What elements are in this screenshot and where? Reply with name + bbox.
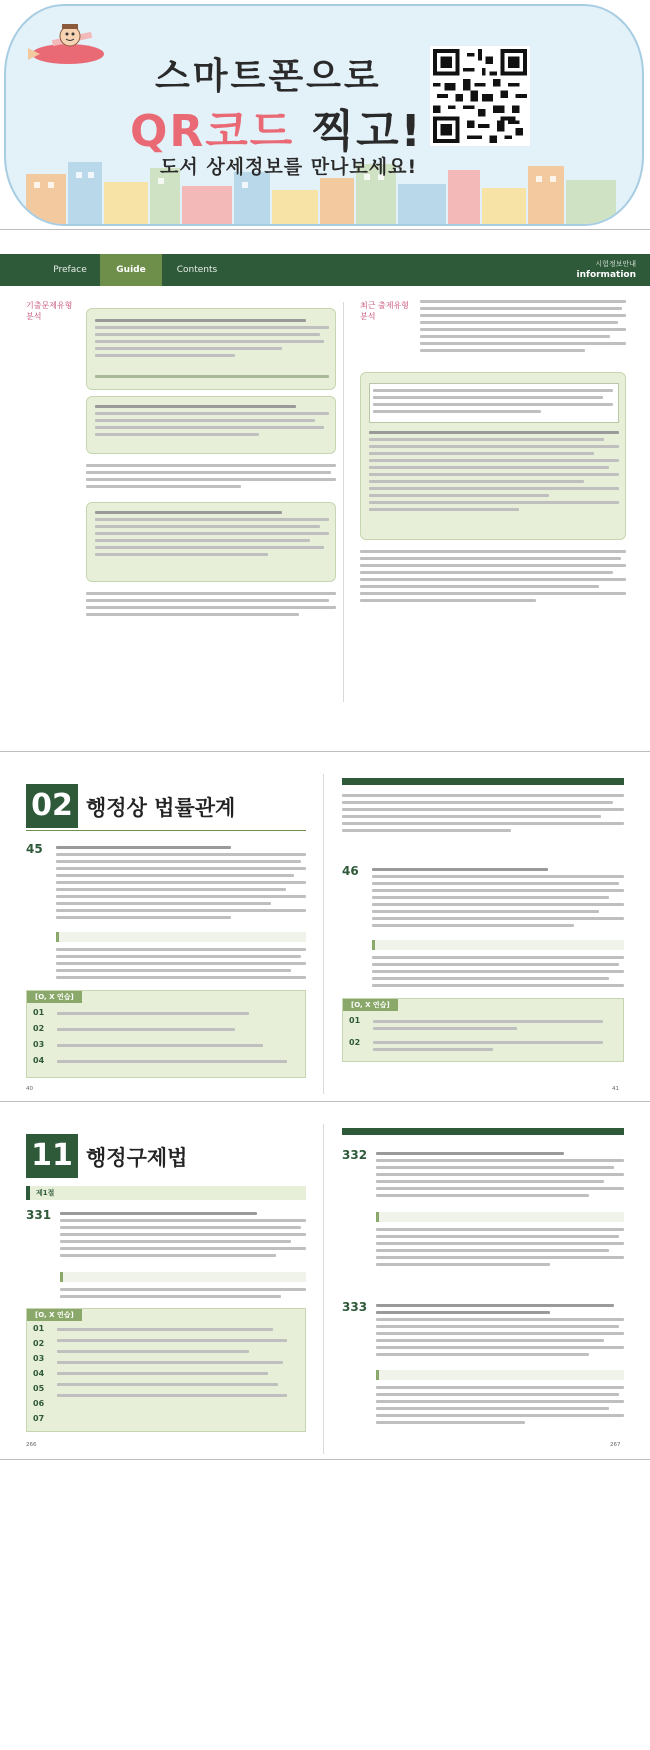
guide-right-paragraph-2 <box>360 550 626 606</box>
book-spread-chapter-02 <box>0 754 650 1102</box>
header-green-bar <box>342 1128 624 1135</box>
answer-hint-bar <box>372 940 624 950</box>
ox-row: 05 <box>33 1384 45 1393</box>
guide-body-paragraph-1 <box>86 464 336 492</box>
question-text-lines <box>95 511 329 560</box>
ox-row-lines <box>373 1020 613 1055</box>
ox-practice-title: [O, X 연습] <box>343 999 398 1011</box>
ox-row: 03 <box>33 1040 45 1049</box>
tab-preface[interactable]: Preface <box>53 265 87 275</box>
column-divider <box>343 302 344 702</box>
ox-practice-box <box>26 1308 306 1432</box>
ox-row: 06 <box>33 1399 45 1408</box>
guide-top-navigation <box>0 254 650 286</box>
question-331-lines <box>60 1212 306 1261</box>
ox-row: 01 <box>33 1324 45 1333</box>
question-46-lines <box>372 868 624 931</box>
page-number-left: 266 <box>26 1442 37 1448</box>
guide-body-paragraph-2 <box>86 592 336 620</box>
choice-lines <box>95 375 329 382</box>
guide-question-box-1 <box>86 308 336 390</box>
ox-row: 02 <box>33 1024 45 1033</box>
explanation-lines <box>56 948 306 983</box>
ox-row: 04 <box>33 1056 45 1065</box>
question-text-lines <box>95 319 329 361</box>
ox-row: 02 <box>33 1339 45 1348</box>
explanation-lines <box>376 1228 624 1270</box>
chapter-number: 11 <box>26 1134 78 1178</box>
section-heading: 제1절 <box>26 1186 306 1200</box>
question-number: 333 <box>342 1300 368 1314</box>
banner-title-line2 <box>130 95 423 159</box>
chapter-underline <box>26 830 306 831</box>
ox-practice-box <box>342 998 624 1062</box>
explanation-lines <box>372 956 624 991</box>
page-number-right: 267 <box>610 1442 621 1448</box>
answer-hint-bar <box>376 1370 624 1380</box>
answer-hint-bar <box>56 932 306 942</box>
ox-practice-title: [O, X 연습] <box>27 991 82 1003</box>
right-top-question-lines <box>342 794 624 836</box>
ox-row-lines <box>57 1328 297 1401</box>
answer-hint-bar <box>60 1272 306 1282</box>
ox-row: 02 <box>349 1038 361 1047</box>
passage-lines <box>373 389 613 417</box>
guide-page-preview <box>0 232 650 752</box>
guide-question-box-4 <box>360 372 626 540</box>
question-333-lines <box>376 1304 624 1360</box>
header-green-bar <box>342 778 624 785</box>
guide-info-big: information <box>576 270 636 280</box>
page-number-right: 41 <box>612 1086 619 1092</box>
question-45-lines <box>56 846 306 923</box>
banner-title-accent: QR코드 <box>130 106 295 157</box>
ox-practice-box <box>26 990 306 1078</box>
guide-right-side-label: 최근 출제유형 분석 <box>360 301 409 321</box>
guide-info-label <box>577 259 636 281</box>
book-spread-chapter-11 <box>0 1104 650 1460</box>
tab-guide[interactable]: Guide <box>100 254 162 286</box>
ox-row: 01 <box>33 1008 45 1017</box>
guide-right-paragraph-1 <box>420 300 626 356</box>
ox-row: 03 <box>33 1354 45 1363</box>
chapter-number: 02 <box>26 784 78 828</box>
question-332-lines <box>376 1152 624 1201</box>
ox-row: 04 <box>33 1369 45 1378</box>
answer-hint-bar <box>376 1212 624 1222</box>
question-number: 332 <box>342 1148 368 1162</box>
ox-row: 01 <box>349 1016 361 1025</box>
banner-title-rest: 찍고! <box>294 106 423 157</box>
banner-title-line1: 스마트폰으로 <box>155 56 382 97</box>
explanation-lines <box>376 1386 624 1428</box>
question-number: 46 <box>342 864 359 878</box>
ox-row-lines <box>57 1012 297 1067</box>
question-text-lines <box>95 405 329 440</box>
chapter-title: 행정구제법 <box>86 1146 188 1170</box>
banner-subtitle: 도서 상세정보를 만나보세요! <box>160 156 418 178</box>
page-divider <box>323 774 324 1094</box>
choice-lines <box>369 431 619 515</box>
ox-row: 07 <box>33 1414 45 1423</box>
page-number-left: 40 <box>26 1086 33 1092</box>
guide-info-small: 시험정보안내 <box>595 260 636 268</box>
chapter-title: 행정상 법률관계 <box>86 796 236 820</box>
qr-banner <box>0 0 650 230</box>
qr-code-image[interactable] <box>430 46 530 146</box>
guide-left-side-label: 기출문제유형 분석 <box>26 301 73 321</box>
explanation-lines <box>60 1288 306 1302</box>
page-divider <box>323 1124 324 1454</box>
question-number: 331 <box>26 1208 52 1222</box>
guide-question-box-3 <box>86 502 336 582</box>
guide-question-box-2 <box>86 396 336 454</box>
question-number: 45 <box>26 842 43 856</box>
tab-contents[interactable]: Contents <box>176 265 218 275</box>
ox-practice-title: [O, X 연습] <box>27 1309 82 1321</box>
airplane-character-illustration <box>22 14 114 78</box>
